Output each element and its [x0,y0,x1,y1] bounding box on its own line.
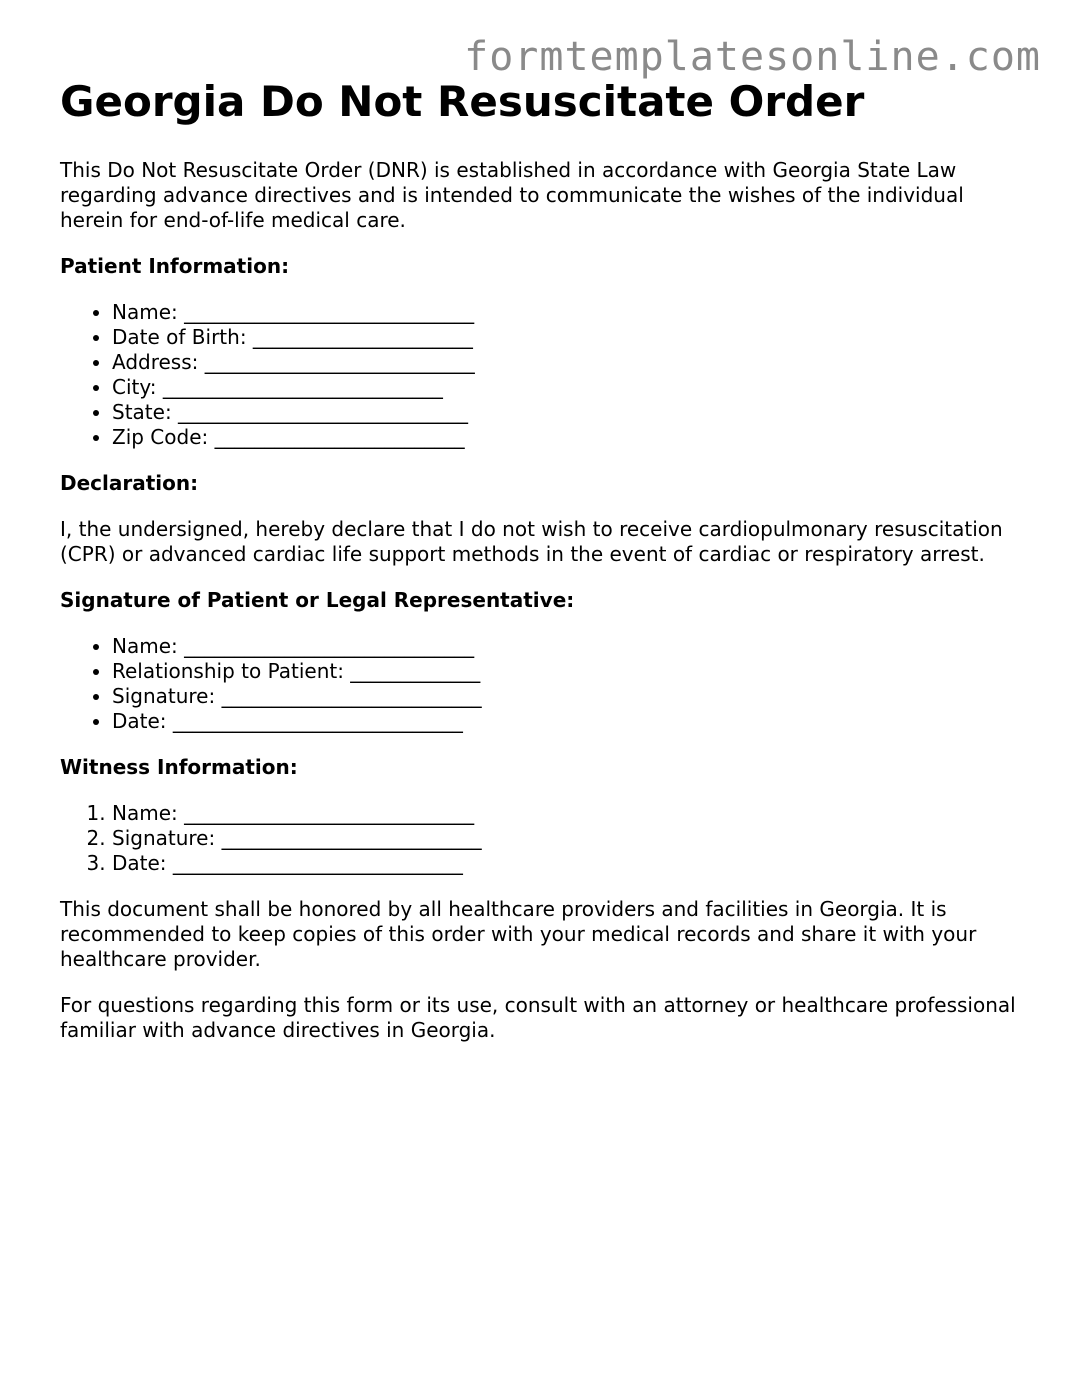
questions-paragraph: For questions regarding this form or its use, consult with an attorney or healthcare professional familiar with advance directives in Georgia. [60,993,1016,1042]
patient-info-list [60,300,1020,450]
document-body [60,76,1020,1064]
patient-state-field[interactable]: • State: _____________________________ [112,400,1020,425]
watermark: formtemplatesonline.com [464,34,1041,80]
signature-heading: Signature of Patient or Legal Representative: [60,588,575,612]
witness-list [60,801,1020,876]
declaration-text: I, the undersigned, hereby declare that I do not wish to receive cardiopulmonary resuscitation (CPR) or advanced cardiac life support methods in the event of cardiac or respiratory arrest. [60,517,1003,566]
patient-info-heading: Patient Information: [60,254,290,278]
patient-address-field[interactable]: • Address: ___________________________ [112,350,1020,375]
witness-signature-field[interactable]: 2. Signature: __________________________ [112,826,1020,851]
patient-name-field[interactable]: • Name: _____________________________ [112,300,1020,325]
declaration-heading: Declaration: [60,471,199,495]
witness-name-field[interactable]: 1. Name: _____________________________ [112,801,1020,826]
page-title: Georgia Do Not Resuscitate Order [60,77,865,126]
closing-paragraph: This document shall be honored by all healthcare providers and facilities in Georgia. It is recommended to keep copies of this order with your medical records and share it with your healthcare provider. [60,897,977,971]
witness-heading: Witness Information: [60,755,298,779]
patient-dob-field[interactable]: • Date of Birth: ______________________ [112,325,1020,350]
representative-name-field[interactable]: • Name: _____________________________ [112,634,1020,659]
relationship-field[interactable]: • Relationship to Patient: _____________ [112,659,1020,684]
patient-city-field[interactable]: • City: ____________________________ [112,375,1020,400]
patient-zip-field[interactable]: • Zip Code: _________________________ [112,425,1020,450]
representative-date-field[interactable]: • Date: _____________________________ [112,709,1020,734]
representative-signature-field[interactable]: • Signature: __________________________ [112,684,1020,709]
signature-list [60,634,1020,734]
witness-date-field[interactable]: 3. Date: _____________________________ [112,851,1020,876]
intro-paragraph: This Do Not Resuscitate Order (DNR) is established in accordance with Georgia State Law regarding advance directives and is intended to communicate the wishes of the individual herein for end-of-life medical care. [60,158,964,232]
